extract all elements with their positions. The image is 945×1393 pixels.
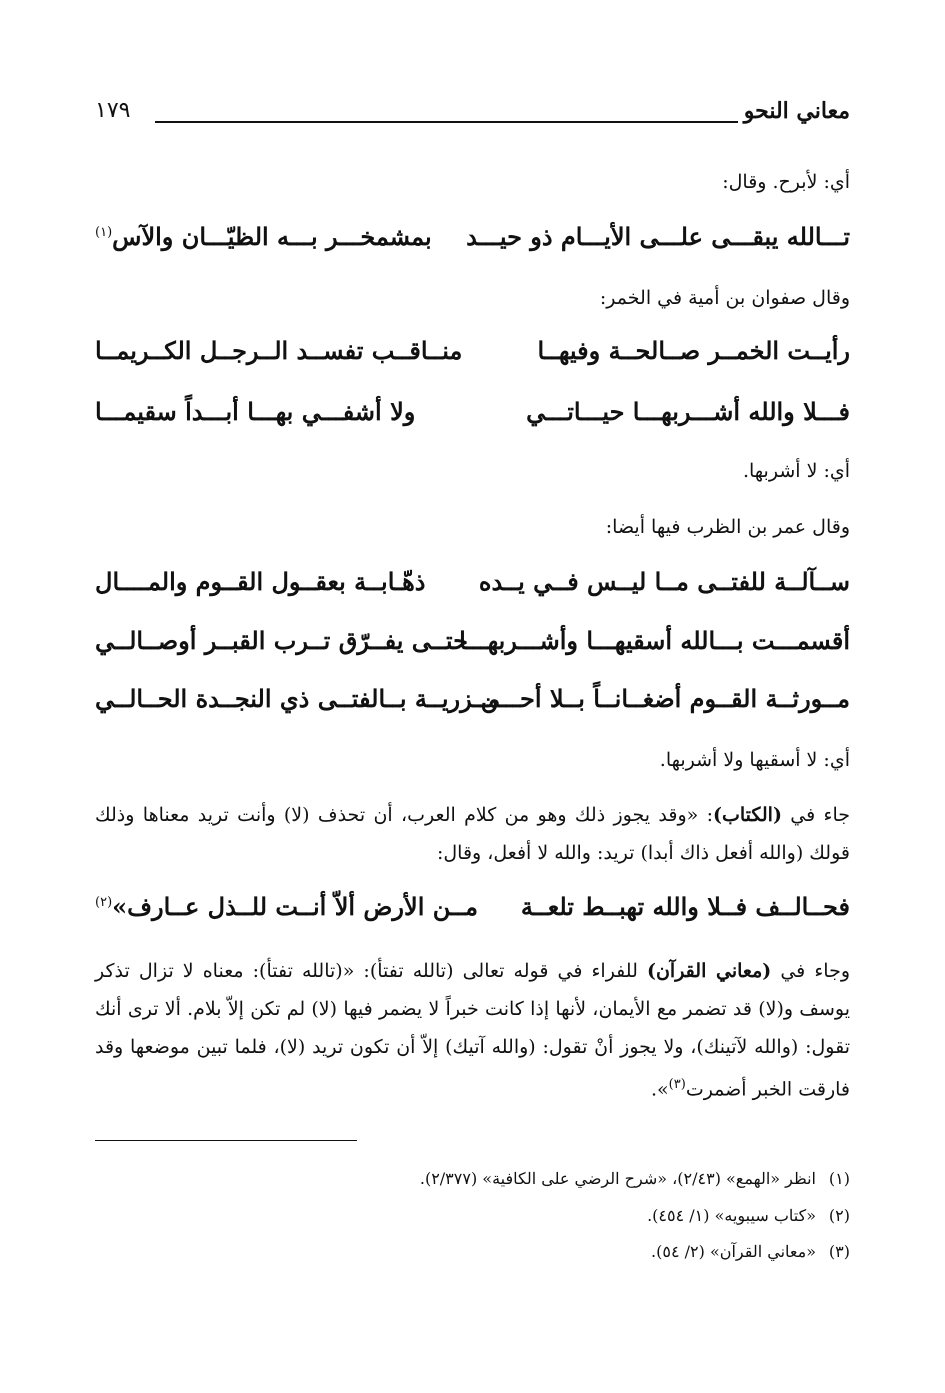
verse-hemistich-first: ســآلــة للفتــى مــا ليــس فــي يــده <box>478 567 850 596</box>
footnote-text: انظر «الهمع» (٢/٤٣)، «شرح الرضي على الكافية» (٢/٣٧٧). <box>419 1169 816 1188</box>
verse-hemistich-first: فحــالــف فــلا والله تهبــط تلعــة <box>520 892 850 921</box>
footnote-text: «معاني القرآن» (٢/ ٥٤). <box>651 1242 816 1261</box>
footnote <box>420 1168 850 1190</box>
prose-line: أي: لأبرح. وقال: <box>722 171 850 193</box>
footnote-number: (١) <box>828 1169 850 1188</box>
paragraph-text: وجاء في <box>771 960 850 982</box>
page-number: ١٧٩ <box>95 98 131 123</box>
verse-hemistich-second: ذهّـابــة بعقــول القــوم والمــــال <box>95 567 426 596</box>
verse-hemistich-second <box>95 892 478 921</box>
book-title: (معاني القرآن) <box>646 960 772 982</box>
footnote-number: (٢) <box>828 1206 850 1225</box>
footnote-ref: (١) <box>95 225 113 240</box>
verse-hemistich-first: تـــالله يبقـــى علـــى الأيـــام ذو حيـــد <box>466 222 850 251</box>
verse-text: بمشمخـــر بـــه الظيّـــان والآس <box>112 222 432 251</box>
verse-hemistich-second <box>95 222 432 251</box>
prose-line: أي: لا أشربها. <box>742 460 850 482</box>
verse-hemistich-second: ولا أشفـــي بهـــا أبـــداً سقيمـــا <box>95 397 416 426</box>
prose-line: وقال عمر بن الظرب فيها أيضا: <box>605 516 850 538</box>
paragraph-text: للفراء في قوله تعالى (تالله تفتأ): «(تالله تفتأ): معناه لا تزال تذكر يوسف و(لا) قد تضمر مع الأيمان، لأنها إذا كانت خبراً لا يضمر فيها (لا) لم تكن إلاّ بلام. ألا ترى أنك تقول: (والله لآتينك)، ولا يجوز أنْ تقول: (والله آتيك) إلاّ أن تكون تريد (لا)، فلما تبين موضعها وقد فارقت الخبر أضمرت <box>95 960 850 1101</box>
verse-line <box>95 626 850 666</box>
footnote-number: (٣) <box>828 1242 850 1261</box>
running-title: معاني النحو <box>743 98 850 124</box>
footnote-ref: (٢) <box>95 895 113 910</box>
paragraph-kitab <box>95 796 850 872</box>
paragraph-text: : «وقد يجوز ذلك وهو من كلام العرب، أن تحذف (لا) وأنت تريد معناها وذلك قولك (والله أفعل ذاك أبدا) تريد: والله لا أفعل، وقال: <box>95 804 850 864</box>
verse-line <box>95 222 850 262</box>
footnote-ref: (٣) <box>668 1077 686 1092</box>
prose-line: أي: لا أسقيها ولا أشربها. <box>659 749 850 771</box>
verse-line <box>95 336 850 376</box>
footnote-rule <box>95 1140 357 1141</box>
footnote <box>647 1205 850 1227</box>
header-rule <box>155 121 738 123</box>
verse-hemistich-first: رأيــت الخمــر صــالحــة وفيهــا <box>537 336 850 365</box>
verse-hemistich-first: مــورثــة القــوم أضغــانــاً بــلا أحـــن <box>480 684 850 713</box>
verse-hemistich-second: مــزريــة بــالفتــى ذي النجــدة الحــالــي <box>95 684 501 713</box>
verse-hemistich-first: أقسمـــت بـــالله أسقيهـــا وأشـــربهـــا <box>459 626 850 655</box>
verse-line <box>95 567 850 607</box>
running-header <box>95 98 850 138</box>
book-title: (الكتاب) <box>712 804 782 826</box>
verse-hemistich-first: فـــلا والله أشـــربهـــا حيـــاتـــي <box>526 397 850 426</box>
verse-hemistich-second: منــاقــب تفســد الــرجــل الكــريمــا <box>95 336 463 365</box>
paragraph-farra <box>95 952 850 1108</box>
verse-line <box>95 892 850 932</box>
verse-hemistich-second: حتــى يفــرّق تــرب القبــر أوصــالــي <box>95 626 468 655</box>
verse-line <box>95 684 850 724</box>
footnote <box>651 1241 850 1263</box>
prose-line: وقال صفوان بن أمية في الخمر: <box>599 287 850 309</box>
paragraph-text: ». <box>651 1078 669 1101</box>
footnote-text: «كتاب سيبويه» (١/ ٤٥٤). <box>647 1206 816 1225</box>
verse-text: مــن الأرض ألاّ أنــت للــذل عــارف» <box>112 892 478 921</box>
verse-line <box>95 397 850 437</box>
paragraph-text: جاء في <box>781 804 850 826</box>
